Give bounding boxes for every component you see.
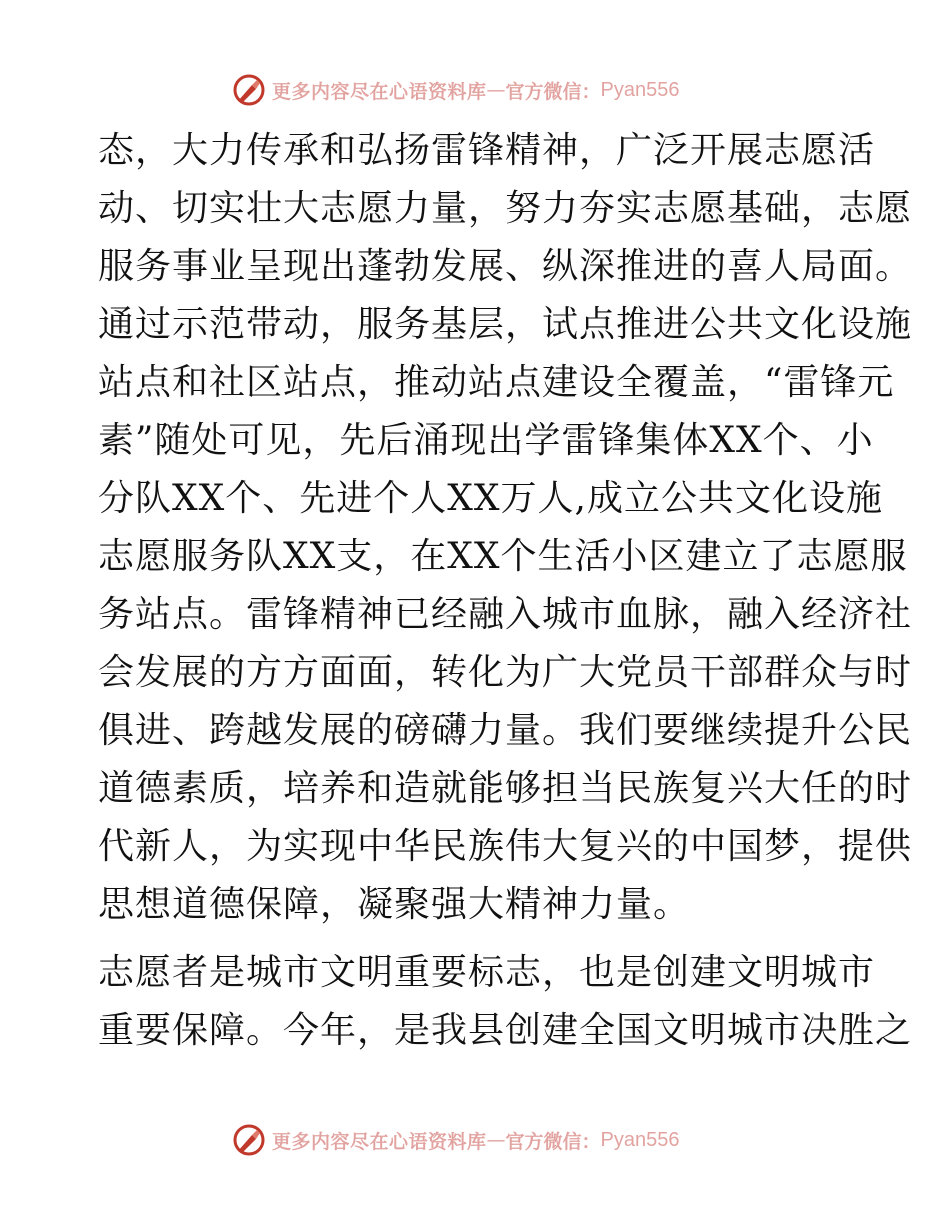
- footer-banner-text: 更多内容尽在心语资料库: [272, 1130, 487, 1153]
- header-banner: [232, 70, 680, 110]
- pen-circle-logo-icon: [232, 73, 266, 107]
- text-line: 俱进、跨越发展的磅礴力量。我们要继续提升公民: [98, 710, 913, 751]
- text-line: 站点和社区站点，推动站点建设全覆盖，“雷锋元: [98, 362, 895, 403]
- footer-wechat-label: 官方微信：: [505, 1130, 601, 1153]
- header-wechat-label: 官方微信：: [505, 80, 601, 103]
- footer-banner: [232, 1120, 680, 1160]
- text-line: 服务事业呈现出蓬勃发展、纵深推进的喜人局面。: [98, 246, 913, 287]
- text-line: 思想道德保障，凝聚强大精神力量。: [98, 884, 691, 925]
- header-banner-text: 更多内容尽在心语资料库: [272, 80, 487, 103]
- paragraph-2: [98, 944, 913, 1060]
- text-line: 通过示范带动，服务基层，试点推进公共文化设施: [98, 304, 913, 345]
- header-banner-dash: —: [486, 79, 506, 101]
- text-line: 态，大力传承和弘扬雷锋精神，广泛开展志愿活: [98, 130, 876, 171]
- text-line: 素”随处可见，先后涌现出学雷锋集体XX个、小: [98, 420, 874, 461]
- paragraph-1: [98, 122, 913, 934]
- text-line: 分队XX个、先进个人XX万人,成立公共文化设施: [98, 478, 883, 519]
- text-line: 志愿者是城市文明重要标志，也是创建文明城市: [98, 952, 876, 993]
- pen-circle-logo-icon: [232, 1123, 266, 1157]
- text-line: 代新人，为实现中华民族伟大复兴的中国梦，提供: [98, 826, 913, 867]
- text-line: 动、切实壮大志愿力量，努力夯实志愿基础，志愿: [98, 188, 913, 229]
- text-line: 会发展的方方面面，转化为广大党员干部群众与时: [98, 652, 913, 693]
- footer-wechat-id: Pyan556: [600, 1128, 680, 1151]
- footer-banner-dash: —: [486, 1129, 506, 1151]
- header-wechat-id: Pyan556: [600, 78, 680, 101]
- text-line: 务站点。雷锋精神已经融入城市血脉，融入经济社: [98, 594, 913, 635]
- document-body: [98, 122, 913, 1060]
- text-line: 道德素质，培养和造就能够担当民族复兴大任的时: [98, 768, 913, 809]
- text-line: 志愿服务队XX支，在XX个生活小区建立了志愿服: [98, 536, 908, 577]
- text-line: 重要保障。今年，是我县创建全国文明城市决胜之: [98, 1010, 913, 1051]
